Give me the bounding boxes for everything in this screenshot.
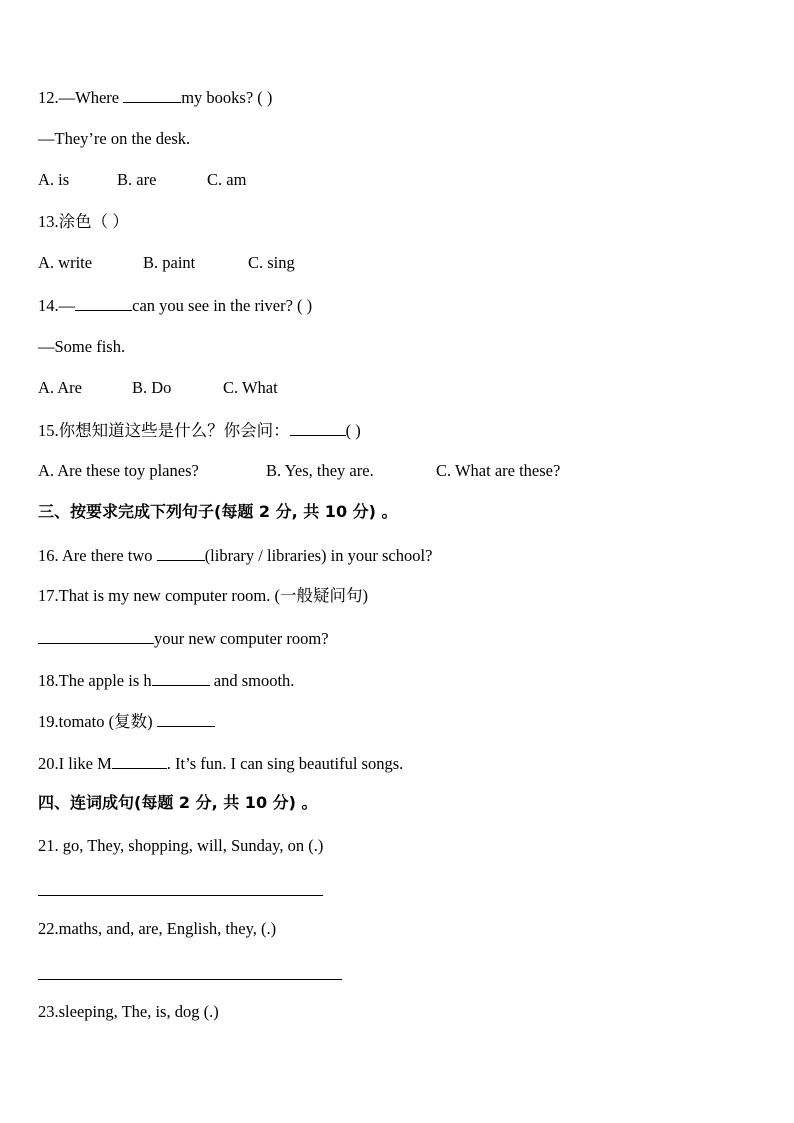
option-c[interactable]: C. am [207, 170, 247, 189]
answer-blank[interactable] [123, 87, 181, 103]
option-a[interactable]: A. write [38, 253, 93, 272]
answer-line[interactable] [38, 895, 323, 896]
answer-blank[interactable] [112, 753, 167, 769]
question-12-suffix: my books? ( ) [181, 88, 273, 107]
question-23: 23.sleeping, The, is, dog (.) [38, 1002, 219, 1021]
question-17: 17.That is my new computer room. (一般疑问句) [38, 586, 368, 605]
option-b[interactable]: B. Yes, they are. [266, 461, 374, 480]
option-c[interactable]: C. sing [248, 253, 295, 272]
question-15 [38, 420, 361, 441]
answer-blank[interactable] [75, 295, 132, 311]
question-20 [38, 753, 403, 774]
option-a[interactable]: A. Are these toy planes? [38, 461, 199, 480]
question-21: 21. go, They, shopping, will, Sunday, on (.) [38, 836, 324, 855]
question-13: 13.涂色（ ） [38, 212, 129, 231]
option-b[interactable]: B. paint [143, 253, 196, 272]
option-c[interactable]: C. What [223, 378, 278, 397]
question-15-options [38, 461, 560, 481]
option-a[interactable]: A. is [38, 170, 70, 189]
answer-blank[interactable] [157, 711, 215, 727]
option-a[interactable]: A. Are [38, 378, 82, 397]
section-3-heading: 三、按要求完成下列句子(每题 2 分, 共 10 分) 。 [38, 502, 398, 521]
question-19-prefix: 19.tomato (复数) [38, 712, 153, 731]
answer-blank[interactable] [152, 670, 210, 686]
option-c[interactable]: C. What are these? [436, 461, 561, 480]
question-16-suffix: (library / libraries) in your school? [204, 546, 433, 565]
answer-blank[interactable] [290, 420, 346, 436]
question-22: 22.maths, and, are, English, they, (.) [38, 919, 277, 938]
question-16-prefix: 16. Are there two [38, 546, 153, 565]
question-12-prefix: 12.—Where [38, 88, 120, 107]
question-20-prefix: 20.I like M [38, 754, 112, 773]
section-4-heading: 四、连词成句(每题 2 分, 共 10 分) 。 [38, 793, 318, 812]
question-19 [38, 711, 215, 732]
question-18-suffix: and smooth. [213, 671, 295, 690]
question-13-options [38, 253, 295, 273]
question-14-options [38, 378, 278, 398]
answer-blank[interactable] [38, 628, 154, 644]
question-12-options [38, 170, 246, 190]
option-b[interactable]: B. are [117, 170, 157, 189]
question-17-suffix: your new computer room? [154, 629, 329, 648]
question-18 [38, 670, 294, 691]
question-14-prefix: 14.— [38, 296, 76, 315]
question-18-prefix: 18.The apple is h [38, 671, 152, 690]
answer-blank[interactable] [157, 545, 205, 561]
question-14-reply: —Some fish. [38, 337, 126, 356]
question-12-reply: —They’re on the desk. [38, 129, 191, 148]
question-15-prefix: 15.你想知道这些是什么？你会问： [38, 421, 290, 440]
question-14 [38, 295, 312, 316]
question-20-suffix: . It’s fun. I can sing beautiful songs. [166, 754, 404, 773]
question-17-answer [38, 628, 329, 649]
question-16 [38, 545, 432, 566]
question-14-suffix: can you see in the river? ( ) [132, 296, 313, 315]
answer-line[interactable] [38, 979, 342, 980]
option-b[interactable]: B. Do [132, 378, 172, 397]
question-12 [38, 87, 272, 108]
question-15-suffix: ( ) [345, 421, 361, 440]
